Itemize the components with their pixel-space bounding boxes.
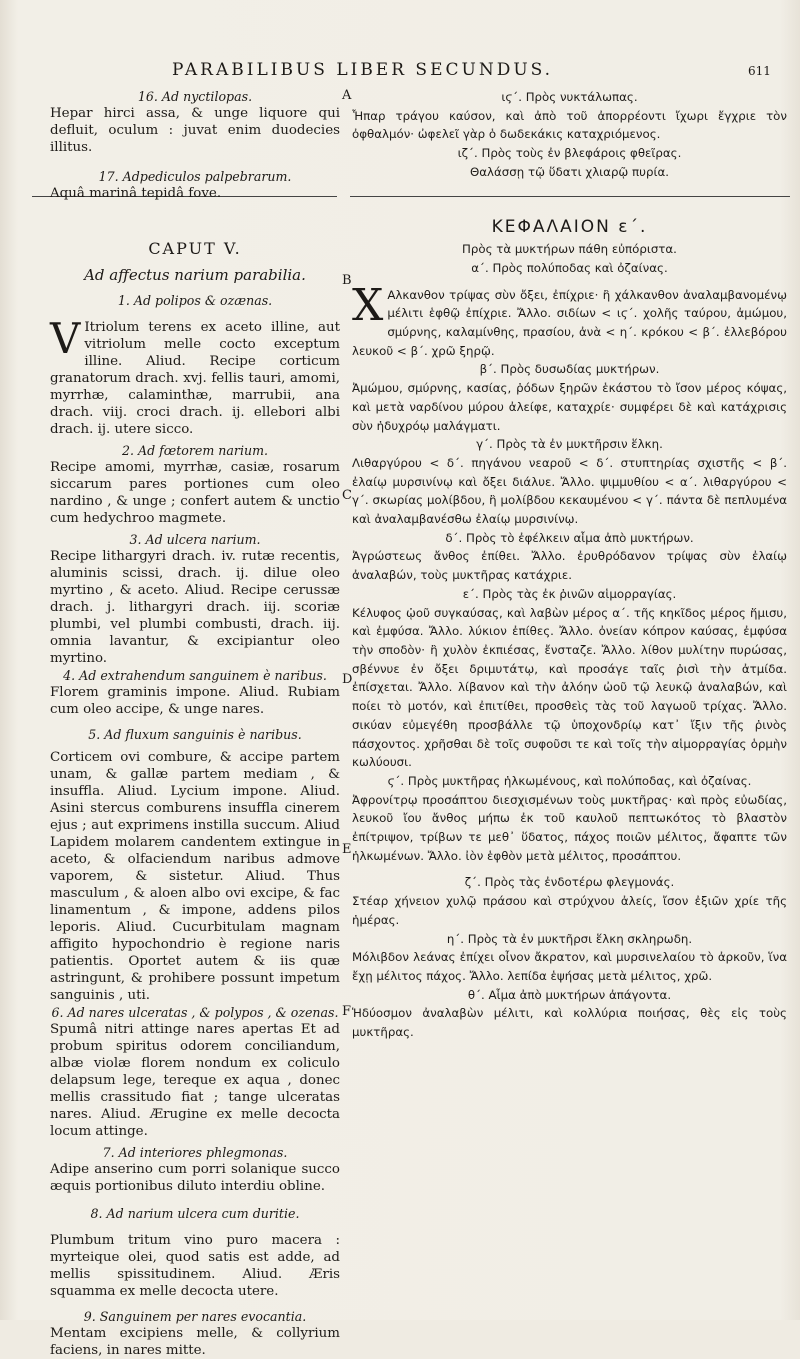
greek-heading-3: γ΄. Πρὸς τὰ ἐν μυκτῆρσιν ἕλκη. [476,437,663,452]
latin-heading-6: 6. Ad nares ulceratas , & polypos , & ozenas. [51,1005,339,1020]
greek-drop-cap: Χ [352,279,384,331]
latin-heading-16: 16. Ad nyctilopas. [137,89,253,104]
greek-text-1: Αλκανθον τρίψας σὺν ὄξει, ἐπίχριε· ἢ χάλκανθον ἀναλαμβανομένῳ μέλιτι ἑφθῷ ἐπίχριε. Ἄλλο. σιδίων < ιϛ΄. χολῆς ταύρου, ἀμώμου, σμύρνης, καλαμίνθης, πρασίου, ἀνὰ < η΄. κρόκου < β΄. ἐλλεβόρου λευκοῦ < β΄. χρῶ ξηρῷ. [352,287,787,358]
greek-heading-6: ϛ΄. Πρὸς μυκτῆρας ἡλκωμένους, καὶ πολύποδας, καὶ ὀζαίνας. [387,773,752,788]
margin-letter-c: C [342,488,352,503]
greek-heading-5: ε΄. Πρὸς τὰς ἐκ ῥινῶν αἱμορραγίας. [462,586,677,601]
latin-chapter-title: CAPUT V. [148,239,242,258]
latin-text-3: Recipe lithargyri drach. iv. rutæ recentis, aluminis scissi, drach. ij. dilue oleo myrtino , & aceto. Aliud. Recipe cerussæ drach. j. lithargyri drach. iij. scoriæ plumbi, vel plumbi combusti, drach. iij. omnia lavantur, & excipiantur oleo myrtino. [50,549,340,666]
folio-number: 611 [748,64,771,78]
latin-text-5: Corticem ovi combure, & accipe partem unam, & gallæ partem mediam , & insuffla. Aliud. Lycium impone. Aliud. Asini stercus comburens insuffla cinerem ejus ; aut exprimens instilla succum. Aliud Lapidem molarem candentem extingue in aceto, & olfaciendum naribus admove vaporem, & sistetur. Aliud. Thus masculum , & aloen albo ovi excipe, & fac linamentum , & impone, addens pilos leporis. Aliud. Cucurbitulam magnam affigito hypochondrio è regione naris patientis. Oportet autem & iis quæ astringunt, & prohibere possunt impetum sanguinis , uti. [50,750,340,1003]
greek-heading-2: β΄. Πρὸς δυσωδίας μυκτήρων. [479,362,660,377]
greek-text-7: Στέαρ χήνειον χυλῷ πράσου καὶ στρύχνου ἀλείς, ἴσον ἐξιῶν χρίε τῆς ἡμέρας. [352,894,787,927]
greek-text-5: Κέλυφος ᾠοῦ συγκαύσας, καὶ λαβὼν μέρος α΄. τῆς κηκῖδος μέρος ἥμισυ, καὶ ἐμφύσα. Ἄλλο. λύκιον ἐπίθες. Ἄλλο. ὀνείαν κόπρον καύσας, ἐμφύσα τὴν σποδὸν· ἢ χυλὸν ἐκπιέσας, ἔνσταζε. Ἄλλο. λίθον μυλίτην πυρώσας, σβέννυε ἐν ὄξει δριμυτάτῳ, καὶ προσάγε ταῖς ῥισὶ τὴν ἀτμίδα. ἐπίσχεται. Ἄλλο. λίβανον καὶ τὴν ἀλόην ὠοῦ τῷ λευκῷ ἀναλαβών, καὶ ποίει τὸ μοτόν, καὶ ἐπιτίθει, προσθεὶς τὰς τοῦ λαγωοῦ τρίχας. Ἄλλο. σικύαν εὐμεγέθη προσβάλλε τῷ ὑποχονδρίῳ κατ᾽ ἴξιν τῆς ῥινὸς πάσχοντος. χρῆσθαι δὲ τοῖς συφοῦσι τε καὶ τοῖς τὴν αἱμορραγίας ὁρμὴν κωλύουσι. [352,605,787,770]
greek-heading-1: α΄. Πρὸς πολύποδας καὶ ὀζαίνας. [471,260,668,275]
latin-text-4: Florem graminis impone. Aliud. Rubiam cum oleo accipe, & unge nares. [50,685,340,717]
latin-chapter-subtitle: Ad affectus narium parabilia. [84,266,306,284]
greek-text-8: Μόλιβδον λεάνας ἐπίχει οἶνον ἄκρατον, καὶ μυρσινελαίου τὸ ἀρκοῦν, ἵνα ἔχῃ μέλιτος πάχος. Ἄλλο. λεπίδα ἑψήσας μετὰ μέλιτος, χρῶ. [352,950,787,983]
latin-text-16: Hepar hirci assa, & unge liquore qui defluit, oculum : juvat enim duodecies illitus. [50,106,340,155]
latin-text-17: Aquâ marinâ tepidâ fove. [50,186,222,201]
margin-letter-e: E [342,842,352,857]
greek-heading-17: ιζ΄. Πρὸς τοὺς ἐν βλεφάροις φθεῖρας. [457,146,682,161]
margin-letter-d: D [342,672,353,687]
greek-text-3: Λιθαργύρου < δ΄. πηγάνου νεαροῦ < δ΄. στυπτηρίας σχιστῆς < β΄. ἐλαίῳ μυρσινίνῳ καὶ ὄξει διάλυε. Ἄλλο. ψιμμυθίου < α΄. λιθαργύρου < γ΄. σκωρίας μολίβδου, ἢ μολίβδου κεκαυμένου < γ΄. πάντα δὲ πεπλυμένα καὶ ἀναλαμβανέσθω ἐλαίῳ μυρσινίνῳ. [352,455,787,527]
greek-text-4: Ἀγρώστεως ἄνθος ἐπίθει. Ἄλλο. ἐρυθρόδανον τρίψας σὺν ἐλαίῳ ἀναλαβών, τοὺς μυκτῆρας κατάχριε. [352,549,787,583]
latin-heading-7: 7. Ad interiores phlegmonas. [102,1145,288,1160]
latin-heading-2: 2. Ad fœtorem narium. [121,443,269,458]
latin-text-7: Adipe anserino cum porri solanique succo æquis portionibus diluto interdiu obline. [50,1162,340,1194]
greek-heading-7: ζ΄. Πρὸς τὰς ἐνδοτέρω φλεγμονάς. [464,875,675,890]
latin-text-8: Plumbum tritum vino puro macera : myrteique olei, quod satis est adde, ad mellis spissitudinem. Aliud. Æris squamma ex melle decocta utere. [50,1233,340,1299]
greek-heading-8: η΄. Πρὸς τὰ ἐν μυκτῆρσι ἕλκη σκληρωδη. [446,931,693,946]
greek-text-9: Ἡδύοσμον ἀναλαβὼν μέλιτι, καὶ κολλύρια ποιήσας, θὲς εἰς τοὺς μυκτῆρας. [352,1006,787,1040]
greek-heading-9: θ΄. Αἷμα ἀπὸ μυκτήρων ἀπάγοντα. [467,987,672,1002]
greek-text-2: Ἀμώμου, σμύρνης, κασίας, ῥόδων ξηρῶν ἑκάστου τὸ ἴσον μέρος κόψας, καὶ μετὰ ναρδίνου μύρου ἀλείφε, καταχρίε· συμφέρει δὲ καὶ κατάχρισις σὺν ἡδυχρόῳ μαλάγματι. [352,381,787,433]
margin-letter-a: A [342,88,352,103]
latin-heading-9: 9. Sanguinem per nares evocantia. [83,1309,307,1324]
latin-heading-17: 17. Adpediculos palpebrarum. [98,169,292,184]
latin-text-9: Mentam excipiens melle, & collyrium faciens, in nares mitte. [50,1326,340,1358]
latin-heading-3: 3. Ad ulcera narium. [129,532,261,547]
greek-text-17: Θαλάσσῃ τῷ ὕδατι χλιαρῷ πυρία. [469,164,669,179]
greek-column [352,88,787,1042]
margin-letter-f: F [342,1004,352,1019]
latin-text-1: Itriolum terens ex aceto illine, aut vitriolum melle cocto exceptum illine. Aliud. Recipe corticum granatorum drach. xvj. fellis tauri, amomi, myrrhæ, calaminthæ, marrubii, ana drach. viij. croci drach. ij. ellebori albi drach. ij. utere sicco. [50,320,340,437]
latin-column [50,88,340,1359]
latin-heading-4: 4. Ad extrahendum sanguinem è naribus. [63,668,327,683]
greek-heading-16: ιϛ΄. Πρὸς νυκτάλωπας. [501,90,638,104]
latin-drop-cap: V [50,314,81,363]
latin-heading-5: 5. Ad fluxum sanguinis è naribus. [88,727,302,742]
latin-text-6: Spumâ nitri attinge nares apertas Et ad probum spiritus odorem conciliandum, albæ violæ florem nondum ex coliculo delapsum lege, tereque ex aqua , donec mellis crassitudo fiat ; tange ulceratas nares. Aliud. Ærugine ex melle decocta locum attinge. [50,1022,340,1139]
margin-letter-b: B [342,273,352,288]
greek-chapter-title: ΚΕΦΑΛΑΙΟΝ ε΄. [491,216,648,237]
greek-chapter-subtitle: Πρὸς τὰ μυκτήρων πάθη εὐπόριστα. [462,242,677,257]
latin-heading-8: 8. Ad narium ulcera cum duritie. [90,1206,300,1221]
running-title: PARABILIBUS LIBER SECUNDUS. [172,60,554,80]
latin-heading-1: 1. Ad polipos & ozænas. [117,293,273,308]
latin-text-2: Recipe amomi, myrrhæ, casiæ, rosarum siccarum pares portiones cum oleo nardino , & unge ; confert autem & unctio cum hedychroo magmete. [50,460,340,526]
greek-text-16: Ἧπαρ τράγου καύσον, καὶ ἀπὸ τοῦ ἀπορρέοντι ἴχωρι ἔγχριε τὸν ὀφθαλμόν· ὠφελεῖ γὰρ ὁ δωδεκάκις καταχριόμενος. [352,108,787,142]
greek-heading-4: δ΄. Πρὸς τὸ ἐφέλκειν αἷμα ἀπὸ μυκτήρων. [445,530,694,545]
greek-text-6: Ἀφρονίτρῳ προσάπτου διεσχισμένων τοὺς μυκτῆρας· καὶ πρὸς εὐωδίας, λευκοῦ ἴου ἄνθος μήπω ἐκ τοῦ καυλοῦ πεπτωκότος τὸ βλαστὸν ἐπίτριψον, τρίβων τε μεθ᾽ ὕδατος, πάχος ποιῶν μέλιτος, ἄφαπτε τῶν ἡλκωμένων. Ἄλλο. ἰὸν ἑφθὸν μετὰ μέλιτος, προσάπτου. [352,792,787,863]
